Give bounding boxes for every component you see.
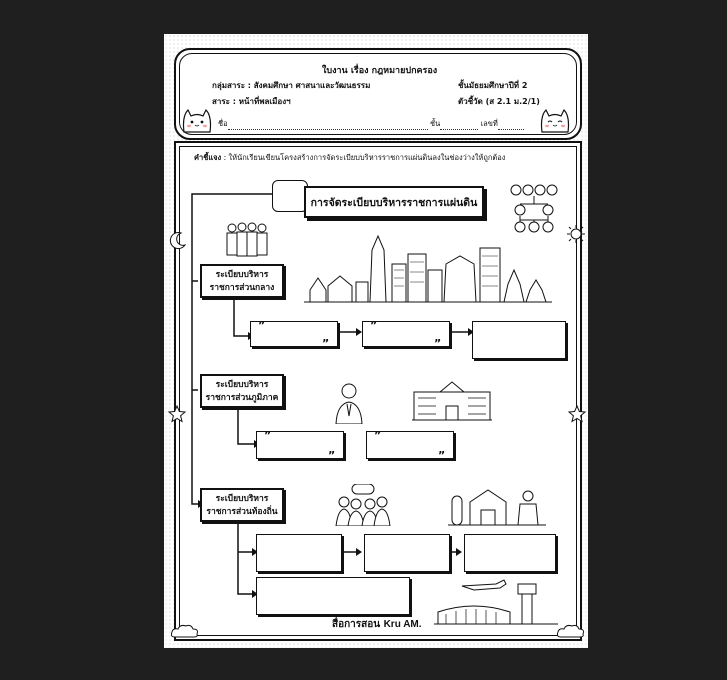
local-answer-2[interactable] (364, 534, 450, 572)
community-group-icon (334, 484, 392, 526)
scroll-decoration (272, 180, 308, 212)
star-left-icon (167, 404, 187, 424)
bangkok-skyline-icon (304, 230, 552, 304)
worksheet-page (164, 34, 588, 648)
cloud-right-icon (556, 622, 586, 640)
local-admin-box (200, 488, 284, 522)
local-admin-line2: ราชการส่วนท้องถิ่น (206, 507, 278, 517)
quote-open: ” (370, 319, 378, 332)
course: สาระ : หน้าที่พลเมืองฯ (212, 97, 291, 106)
officials-group-icon (224, 222, 270, 258)
local-answer-4[interactable] (256, 577, 410, 615)
quote-open: ” (264, 429, 272, 442)
regional-admin-line1: ระเบียบบริหาร (215, 380, 269, 390)
diagram-title: การจัดระเบียบบริหารราชการแผ่นดิน (304, 186, 484, 218)
central-admin-box (200, 264, 284, 298)
indicator: ตัวชี้วัด (ส 2.1 ม.2/1) (458, 97, 540, 106)
class-label: ชั้น (430, 119, 441, 128)
central-admin-line2: ราชการส่วนกลาง (209, 283, 275, 293)
footer-author: Kru AM. (383, 619, 422, 630)
quote-close: ” (434, 337, 442, 350)
moon-icon (168, 230, 188, 250)
quote-open: ” (374, 429, 382, 442)
worksheet-title: ใบงาน เรื่อง กฎหมายปกครอง (322, 66, 438, 76)
local-answer-3[interactable] (464, 534, 556, 572)
footer-prefix: สื่อการสอน (332, 619, 384, 630)
local-admin-line1: ระเบียบบริหาร (215, 494, 269, 504)
instructions-text: : ให้นักเรียนเขียนโครงสร้างการจัดระเบียบบริหารราชการแผ่นดินลงในช่องว่างให้ถูกต้อง (221, 153, 506, 162)
farm-icon (448, 486, 546, 526)
quote-close: ” (322, 337, 330, 350)
quote-close: ” (328, 449, 336, 462)
sun-icon (566, 224, 586, 244)
grade-level: ชั้นมัธยมศึกษาปีที่ 2 (458, 81, 528, 90)
quote-close: ” (438, 449, 446, 462)
name-label: ชื่อ (218, 119, 228, 128)
regional-admin-line2: ราชการส่วนภูมิภาค (205, 393, 279, 403)
local-answer-1[interactable] (256, 534, 342, 572)
central-admin-line1: ระเบียบบริหาร (215, 270, 269, 280)
footer-credit (332, 617, 422, 632)
airport-icon (434, 578, 558, 626)
subject-group: กลุ่มสาระ : สังคมศึกษา ศาสนาและวัฒนธรรม (212, 81, 371, 90)
org-chart-icon (508, 184, 562, 234)
instructions-label: คำชี้แจง (194, 153, 222, 162)
city-hall-icon (410, 378, 494, 422)
number-label: เลขที่ (480, 119, 498, 128)
quote-open: ” (258, 319, 266, 332)
cloud-left-icon (170, 622, 200, 640)
regional-admin-box (200, 374, 284, 408)
star-right-icon (567, 404, 587, 424)
central-answer-3[interactable] (472, 321, 566, 359)
governor-icon (334, 382, 364, 424)
